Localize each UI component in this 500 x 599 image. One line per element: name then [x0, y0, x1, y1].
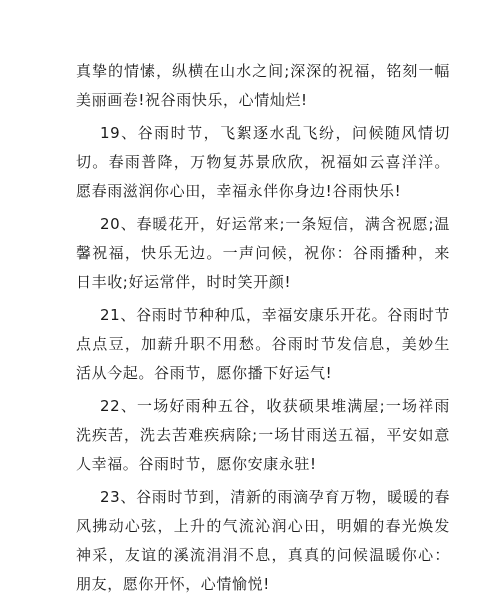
paragraph-intro-continuation: 真挚的情愫，纵横在山水之间;深深的祝福，铭刻一幅美丽画卷!祝谷雨快乐，心情灿烂!: [76, 62, 450, 109]
paragraph-21: 21、谷雨时节种种瓜，幸福安康乐开花。谷雨时节点点豆，加薪升职不用愁。谷雨时节发信息，美妙生活从今起。谷雨节，愿你播下好运气!: [76, 306, 450, 382]
paragraph-20: 20、春暖花开，好运常来;一条短信，满含祝愿;温馨祝福，快乐无边。一声问候，祝你：谷雨播种，来日丰收;好运常伴，时时笑开颜!: [76, 215, 450, 291]
paragraph-19: 19、谷雨时节，飞絮逐水乱飞纷，问候随风情切切。春雨普降，万物复苏景欣欣，祝福如云喜洋洋。愿春雨滋润你心田，幸福永伴你身边!谷雨快乐!: [76, 124, 450, 200]
top-margin: [0, 0, 500, 57]
paragraph-22: 22、一场好雨种五谷，收获硕果堆满屋;一场祥雨洗疾苦，洗去苦难疾病除;一场甘雨送五福，平安如意人幸福。谷雨时节，愿你安康永驻!: [76, 397, 450, 473]
paragraph-23: 23、谷雨时节到，清新的雨滴孕育万物，暖暖的春风拂动心弦，上升的气流沁润心田，明媚的春光焕发神采，友谊的溪流涓涓不息，真真的问候温暖你心：朋友，愿你开怀，心情愉悦!: [76, 488, 450, 593]
